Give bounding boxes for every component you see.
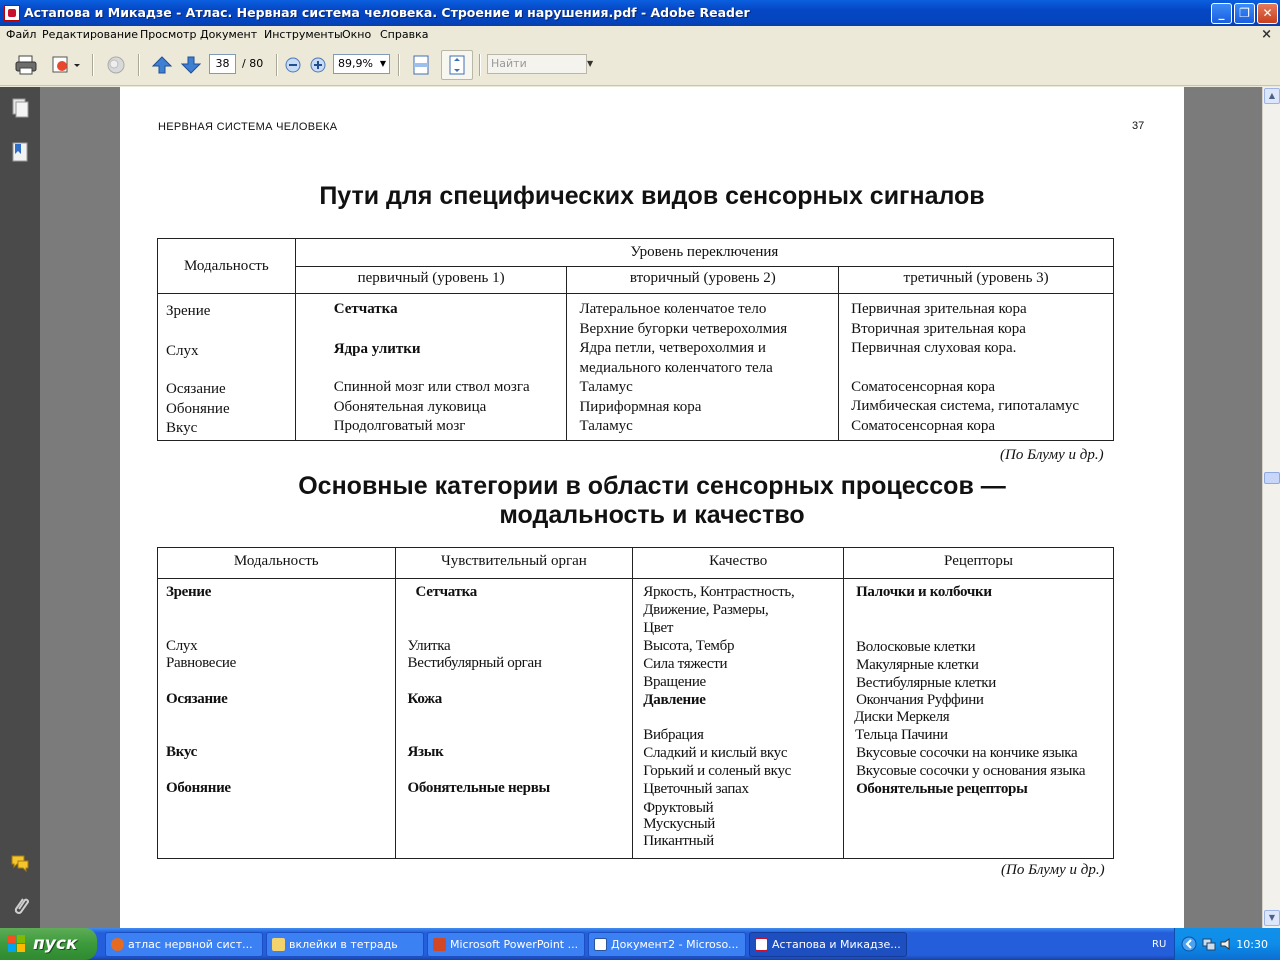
zoom-in-icon[interactable] <box>308 54 332 76</box>
taskbar-item-label: Документ2 - Microso... <box>611 938 739 951</box>
secondary-cell: Ядра петли, четверохолмия и <box>579 340 766 356</box>
receptor-cell: Вкусовые сосочки на кончике языка <box>856 745 1078 761</box>
find-dropdown-icon[interactable]: ▼ <box>587 59 594 68</box>
chevron-down-icon[interactable]: ▼ <box>379 59 386 68</box>
taskbar <box>0 928 1280 960</box>
receptor-cell: Обонятельные рецепторы <box>856 781 1028 797</box>
window-title: Астапова и Микадзе - Атлас. Нервная система человека. Строение и нарушения.pdf - Adobe Reader <box>24 5 750 20</box>
taskbar-item-label: Астапова и Микадзе... <box>772 938 901 951</box>
quality-cell: Вибрация <box>643 727 704 743</box>
menu-file[interactable]: Файл <box>6 28 37 41</box>
taskbar-item-folder[interactable] <box>266 932 424 957</box>
quality-cell: Пикантный <box>643 833 714 849</box>
quality-cell: Фруктовый <box>643 800 714 816</box>
attachments-panel-icon[interactable] <box>10 895 30 917</box>
page-number-input[interactable]: 38 <box>209 54 236 74</box>
taskbar-item-label: вклейки в тетрадь <box>289 938 398 951</box>
adobe-reader-icon <box>4 5 20 21</box>
receptor-cell: Вестибулярные клетки <box>856 675 996 691</box>
folder-icon <box>272 938 285 951</box>
quality-cell: Движение, Размеры, <box>643 602 769 618</box>
title-bar <box>0 0 1280 26</box>
find-input[interactable]: Найти <box>487 54 587 74</box>
chevron-left-icon[interactable] <box>1181 936 1197 952</box>
receptor-cell: Вкусовые сосочки у основания языка <box>856 763 1086 779</box>
modality-cell: Обоняние <box>166 400 230 417</box>
share-icon[interactable] <box>104 54 128 76</box>
receptor-cell: Окончания Руффини <box>856 692 984 708</box>
page-number: 37 <box>1132 120 1145 132</box>
header-modality: Модальность <box>233 553 319 569</box>
quality-cell: Сладкий и кислый вкус <box>643 745 788 761</box>
menu-document[interactable]: Документ <box>200 28 258 41</box>
vertical-scrollbar[interactable] <box>1262 87 1280 928</box>
firefox-icon <box>111 938 124 951</box>
primary-cell: Сетчатка <box>333 301 398 317</box>
quality-cell: Высота, Тембр <box>643 638 735 654</box>
taskbar-item-word[interactable] <box>588 932 746 957</box>
menu-tools[interactable]: Инструменты <box>264 28 343 41</box>
powerpoint-icon <box>433 938 446 951</box>
quality-cell: Горький и соленый вкус <box>643 763 791 779</box>
bookmarks-panel-icon[interactable] <box>10 141 30 163</box>
scroll-up-icon[interactable]: ▲ <box>1264 88 1280 104</box>
quality-cell: Мускусный <box>643 816 716 832</box>
primary-cell: Продолговатый мозг <box>333 418 466 434</box>
tertiary-cell: Соматосенсорная кора <box>851 378 995 395</box>
header-receptors: Рецепторы <box>944 553 1013 569</box>
table2-title-line1: Основные категории в области сенсорных процессов — <box>298 472 1006 500</box>
tertiary-cell: Лимбическая система, гипоталамус <box>851 398 1080 414</box>
zoom-select[interactable] <box>333 54 390 74</box>
receptor-cell: Диски Меркеля <box>854 709 950 725</box>
network-icon[interactable] <box>1201 936 1217 952</box>
minimize-button[interactable]: _ <box>1211 3 1232 24</box>
table2-source: (По Блуму и др.) <box>1001 862 1105 878</box>
organ-cell: Обонятельные нервы <box>407 779 550 796</box>
print-icon[interactable] <box>14 54 38 76</box>
taskbar-item-powerpoint[interactable] <box>427 932 585 957</box>
zoom-out-icon[interactable] <box>283 54 307 76</box>
header-tertiary: третичный (уровень 3) <box>903 270 1049 286</box>
modality-cell: Обоняние <box>166 779 231 796</box>
taskbar-item-label: атлас нервной сист... <box>128 938 253 951</box>
menu-window[interactable]: Окно <box>342 28 372 41</box>
receptor-cell: Тельца Пачини <box>855 727 948 743</box>
modality-cell: Зрение <box>166 303 211 319</box>
modality-cell: Слух <box>166 637 198 654</box>
start-label: пуск <box>33 934 78 954</box>
secondary-cell: Латеральное коленчатое тело <box>579 301 767 317</box>
toolbar <box>0 44 1280 86</box>
organ-cell: Сетчатка <box>415 584 477 600</box>
receptor-cell: Макулярные клетки <box>856 657 979 673</box>
sensory-pathways-table <box>157 238 1114 441</box>
fit-page-icon[interactable] <box>441 50 473 80</box>
table2-title-line2: модальность и качество <box>499 501 805 529</box>
secondary-cell: Таламус <box>579 379 633 395</box>
receptor-cell: Палочки и колбочки <box>856 584 992 600</box>
header-primary: первичный (уровень 1) <box>357 270 505 286</box>
running-head: НЕРВНАЯ СИСТЕМА ЧЕЛОВЕКА <box>158 121 338 133</box>
secondary-cell: Верхние бугорки четверохолмия <box>579 320 788 337</box>
primary-cell: Спинной мозг или ствол мозга <box>333 379 530 395</box>
quality-cell: Цвет <box>643 620 674 636</box>
tertiary-cell: Первичная слуховая кора. <box>851 340 1017 356</box>
modality-cell: Вкус <box>166 744 197 760</box>
organ-cell: Кожа <box>407 690 442 707</box>
modality-cell: Зрение <box>166 584 212 600</box>
start-button[interactable] <box>0 928 97 960</box>
windows-logo-icon <box>8 935 26 953</box>
secondary-cell: Таламус <box>579 418 633 434</box>
quality-cell: Цветочный запах <box>643 781 749 797</box>
menu-view[interactable]: Просмотр <box>140 28 197 41</box>
organ-cell: Улитка <box>407 637 451 654</box>
primary-cell: Обонятельная луковица <box>333 398 487 415</box>
close-document-icon[interactable]: × <box>1261 27 1272 42</box>
volume-icon[interactable] <box>1219 936 1235 952</box>
fit-width-icon[interactable] <box>409 54 433 76</box>
page-setup-icon[interactable] <box>50 54 74 76</box>
tertiary-cell: Первичная зрительная кора <box>851 301 1027 317</box>
header-sense-organ: Чувствительный орган <box>440 553 587 569</box>
modality-cell: Слух <box>166 342 199 359</box>
modality-cell: Осязание <box>166 690 228 707</box>
modality-cell: Равновесие <box>166 655 236 671</box>
page-total: / 80 <box>242 57 264 70</box>
modality-cell: Осязание <box>166 381 226 397</box>
previous-page-icon[interactable] <box>150 54 174 76</box>
pages-panel-icon[interactable] <box>10 97 30 119</box>
word-icon <box>594 938 607 951</box>
table1-source: (По Блуму и др.) <box>1000 447 1104 463</box>
tertiary-cell: Соматосенсорная кора <box>851 417 995 434</box>
organ-cell: Язык <box>407 744 444 760</box>
menu-help[interactable]: Справка <box>380 28 429 41</box>
clock[interactable]: 10:30 <box>1236 938 1268 951</box>
language-indicator[interactable]: RU <box>1152 939 1167 950</box>
comments-panel-icon[interactable] <box>10 852 30 874</box>
secondary-cell: Пириформная кора <box>579 398 702 415</box>
zoom-value: 89,9% <box>338 57 373 70</box>
scroll-thumb[interactable] <box>1264 472 1280 484</box>
secondary-cell: медиального коленчатого тела <box>579 359 773 376</box>
quality-cell: Яркость, Контрастность, <box>643 584 795 600</box>
primary-cell: Ядра улитки <box>333 340 421 357</box>
quality-cell: Вращение <box>643 674 706 690</box>
close-button[interactable]: ✕ <box>1257 3 1278 24</box>
quality-cell: Сила тяжести <box>643 656 728 672</box>
pdf-page <box>120 87 1184 928</box>
quality-cell: Давление <box>643 692 706 708</box>
header-secondary: вторичный (уровень 2) <box>629 270 776 286</box>
header-switch-level: Уровень переключения <box>630 244 779 260</box>
table1-title: Пути для специфических видов сенсорных сигналов <box>319 182 985 210</box>
header-modality: Модальность <box>183 257 269 274</box>
navigation-pane <box>0 87 40 928</box>
system-tray <box>1174 928 1280 960</box>
header-quality: Качество <box>709 553 768 569</box>
next-page-icon[interactable] <box>179 54 203 76</box>
menu-edit[interactable]: Редактирование <box>42 28 138 41</box>
taskbar-item-adobe-reader[interactable] <box>749 932 907 957</box>
scroll-down-icon[interactable]: ▼ <box>1264 910 1280 926</box>
pdf-icon <box>755 938 768 951</box>
sensory-categories-table <box>157 547 1114 859</box>
taskbar-item-label: Microsoft PowerPoint ... <box>450 938 579 951</box>
organ-cell: Вестибулярный орган <box>407 655 542 671</box>
taskbar-item-firefox[interactable] <box>105 932 263 957</box>
tertiary-cell: Вторичная зрительная кора <box>851 320 1026 337</box>
receptor-cell: Волосковые клетки <box>856 639 976 655</box>
modality-cell: Вкус <box>166 420 198 436</box>
document-view[interactable] <box>40 87 1262 928</box>
menu-bar <box>0 26 1280 44</box>
maximize-button[interactable]: ❐ <box>1234 3 1255 24</box>
